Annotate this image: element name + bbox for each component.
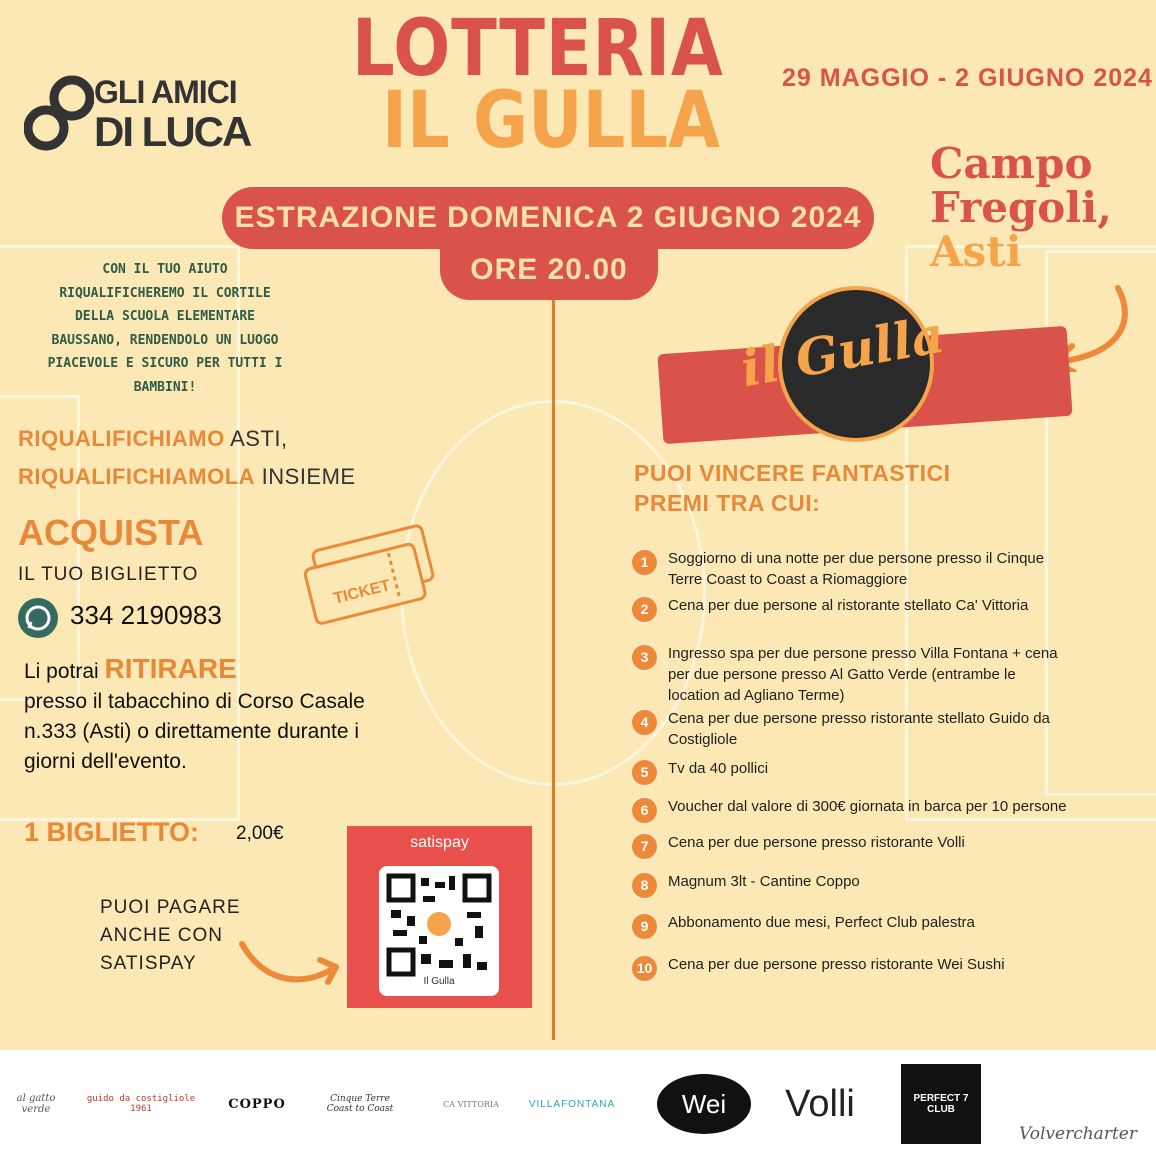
prize-text: Cena per due persone al ristorante stellato Ca' Vittoria <box>668 597 1029 614</box>
whatsapp-icon <box>18 598 58 638</box>
prizes-title-line2: PREMI TRA CUI: <box>634 490 821 516</box>
prize-text: Magnum 3lt - Cantine Coppo <box>668 873 860 890</box>
logo-rings-icon <box>24 68 94 158</box>
prize-number: 8 <box>630 871 659 900</box>
intro-text: CON IL TUO AIUTO RIQUALIFICHEREMO IL CORTILE DELLA SCUOLA ELEMENTARE BAUSSANO, RENDENDOLO UN LUOGO PIACEVOLE E SICURO PER TUTTI I BAMBINI! <box>47 262 283 395</box>
prize-number: 2 <box>630 595 659 624</box>
draw-date-banner: ESTRAZIONE DOMENICA 2 GIUGNO 2024 <box>222 187 874 249</box>
pay-line1: PUOI PAGARE <box>100 897 241 918</box>
prize-text: Voucher dal valore di 300€ giornata in barca per 10 persone <box>668 798 1067 815</box>
prize-text: Ingresso spa per due persone presso Villa Fontana + cena per due persone presso Al Gatto Verde (entrambe le location ad Agliano Terme) <box>668 645 1058 704</box>
pay-line3: SATISPAY <box>100 953 197 974</box>
prize-number: 6 <box>630 796 659 825</box>
satispay-note <box>100 894 241 978</box>
location-line3: Asti <box>930 227 1022 276</box>
prizes-title-line1: PUOI VINCERE FANTASTICI <box>634 460 951 486</box>
acquista-subheading: IL TUO BIGLIETTO <box>18 564 199 585</box>
ticket-icon <box>296 510 446 630</box>
title-il-gulla: IL GULLA <box>382 76 720 166</box>
prize-number: 10 <box>630 954 659 983</box>
location-text <box>930 139 1112 276</box>
price-label: 1 BIGLIETTO: <box>24 817 200 847</box>
title-lotteria: LOTTERIA <box>352 4 724 94</box>
ticket-label: TICKET <box>331 577 393 608</box>
arrow-to-qr-icon <box>236 934 346 994</box>
event-dates: 29 MAGGIO - 2 GIUGNO 2024 <box>782 64 1153 92</box>
satispay-label: satispay <box>410 834 469 851</box>
sponsor-logo-wei-wrap <box>656 1064 752 1144</box>
pickup-pre: Li potrai <box>24 660 105 683</box>
sponsor-logo-cinque-terre: Cinque Terre Coast to Coast <box>326 1094 394 1114</box>
qr-name: Il Gulla <box>423 976 455 987</box>
gli-amici-di-luca-logo <box>24 68 264 158</box>
prize-text: Soggiorno di una notte per due persone presso il Cinque Terre Coast to Coast a Riomaggiore <box>668 550 1045 588</box>
center-divider <box>552 300 555 1040</box>
prize-number: 1 <box>630 548 659 577</box>
pay-line2: ANCHE CON <box>100 925 224 946</box>
location-line2: Fregoli, <box>930 183 1112 232</box>
sponsor-logo-wei: Wei <box>657 1074 751 1134</box>
draw-time-banner: ORE 20.00 <box>440 240 658 300</box>
slogan-b-rest: INSIEME <box>255 464 356 489</box>
prizes-title <box>634 458 951 518</box>
sponsor-logo-perfect-club: PERFECT 7 CLUB <box>901 1064 981 1144</box>
pickup-bold: RITIRARE <box>104 653 237 684</box>
sponsor-logo-gatto-verde: al gatto verde <box>16 1093 56 1115</box>
prize-text: Cena per due persone presso ristorante Volli <box>668 834 965 851</box>
location-line1: Campo <box>930 139 1093 188</box>
prize-text: Abbonamento due mesi, Perfect Club palestra <box>668 914 975 931</box>
acquista-heading: ACQUISTA <box>18 512 204 553</box>
sponsor-logo-guido: guido da costigliole 1961 <box>86 1094 196 1114</box>
phone-number[interactable]: 334 2190983 <box>70 600 222 630</box>
pickup-rest: presso il tabacchino di Corso Casale n.333 (Asti) o direttamente durante i giorni dell'evento. <box>24 690 365 773</box>
logo-line1: GLI AMICI <box>94 74 237 110</box>
prize-text: Cena per due persone presso ristorante stellato Guido da Costigliole <box>668 710 1050 748</box>
pickup-text <box>24 654 404 777</box>
prize-number: 9 <box>630 912 659 941</box>
il-gulla-logo: il Gulla <box>736 304 949 399</box>
prize-number: 3 <box>630 643 659 672</box>
qr-code-icon <box>379 870 499 980</box>
prize-number: 4 <box>630 708 659 737</box>
prize-number: 7 <box>630 832 659 861</box>
price-value: 2,00€ <box>236 823 284 844</box>
prize-number: 5 <box>630 758 659 787</box>
sponsor-logo-volli: Volli <box>785 1082 855 1125</box>
slogan-b-bold: RIQUALIFICHIAMOLA <box>18 464 256 489</box>
sponsor-logo-coppo: COPPO <box>228 1096 286 1112</box>
sponsor-logo-perfect-club-wrap <box>900 1064 982 1144</box>
sponsor-logo-volvercharter: Volvercharter <box>1019 1124 1137 1144</box>
sponsor-logo-ca-vittoria: CA VITTORIA <box>443 1099 499 1109</box>
prize-text: Cena per due persone presso ristorante Wei Sushi <box>668 956 1005 973</box>
slogan <box>18 420 356 496</box>
satispay-qr-card[interactable] <box>347 826 532 1008</box>
sponsor-logo-villa-fontana: VILLAFONTANA <box>528 1098 616 1110</box>
slogan-a-bold: RIQUALIFICHIAMO <box>18 426 225 451</box>
slogan-a-rest: ASTI, <box>224 426 288 451</box>
logo-line2: DI LUCA <box>94 108 251 155</box>
prize-text: Tv da 40 pollici <box>668 760 769 777</box>
